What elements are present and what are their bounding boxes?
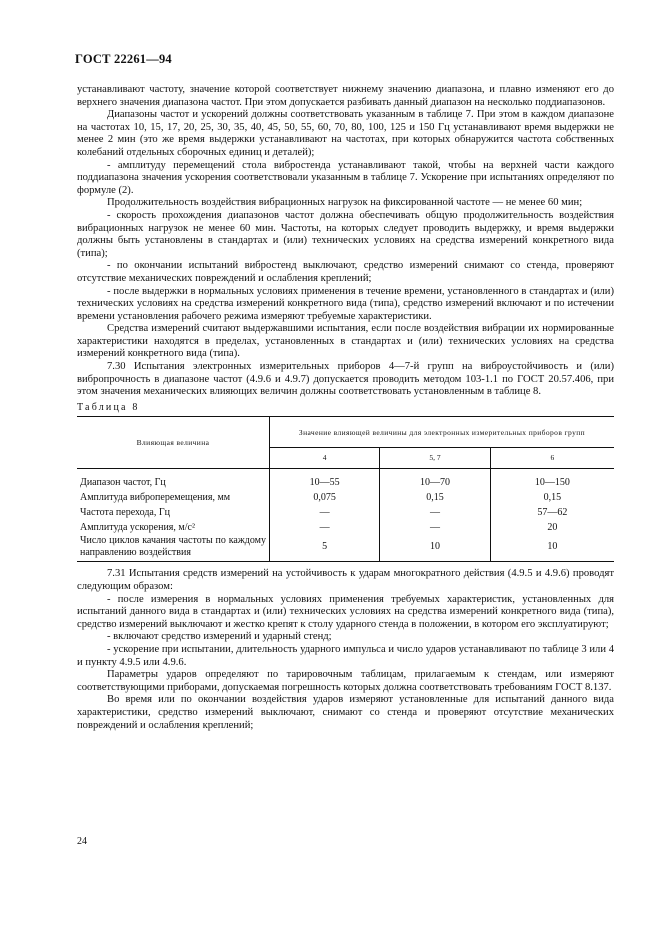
section-7-30-paragraph: 7.30 Испытания электронных измерительных приборов 4—7-й групп на виброустойчивость и (или) вибропрочность в диапазоне частот (4.9.6 и 4.9.7) допускается проводить методом 103-1.1 по ГОСТ 20.57.406, при этом значения механических влияющих величин должны соответствовать установленным в таблице 8. [77, 361, 614, 398]
table-cell: 0,15 [380, 490, 490, 505]
row-label: Диапазон частот, Гц [80, 476, 166, 488]
table-cell: 0,075 [270, 490, 380, 505]
paragraph: - амплитуду перемещений стола вибростенда устанавливают такой, чтобы на верхней части каждого поддиапазона значения ускорения соответствовали указанным в таблице 7. Ускорение при испытаниях определяют по формуле (2). [77, 159, 614, 196]
table-cell: — [380, 520, 490, 535]
column-header-group: 5, 7 [380, 448, 490, 469]
document-header: ГОСТ 22261—94 [75, 52, 172, 66]
table-cell: 10—70 [380, 469, 490, 491]
column-header-value-group: Значение влияющей величины для электронных измерительных приборов групп [270, 417, 615, 448]
paragraph: - скорость прохождения диапазонов частот должна обеспечивать общую продолжительность воздействия вибрационных нагрузок не менее 60 мин. Частоты, на которых следует проводить выдержку, и время выдержки должны быть установлены в стандартах и (или) технических условиях на средства измерений конкретного вида (типа); [77, 209, 614, 259]
row-label: Частота перехода, Гц [80, 506, 170, 518]
table-cell: 20 [490, 520, 614, 535]
paragraph: - по окончании испытаний вибростенд выключают, средство измерений снимают со стенда, проверяют отсутствие механических повреждений и ослабления креплений; [77, 260, 614, 284]
page-number: 24 [77, 836, 87, 847]
table-cell: — [380, 505, 490, 520]
table-row [77, 505, 614, 520]
table-cell: — [270, 520, 380, 535]
paragraph: - ускорение при испытании, длительность ударного импульса и число ударов устанавливают по таблице 3 или 4 и пункту 4.9.5 или 4.9.6. [77, 644, 614, 668]
table-row [77, 535, 614, 562]
column-header-group: 4 [270, 448, 380, 469]
page-content [77, 84, 614, 732]
table-row [77, 469, 614, 491]
column-header-influence: Влияющая величина [77, 417, 270, 469]
paragraph: устанавливают частоту, значение которой соответствует нижнему значению диапазона, и плавно изменяют его до верхнего значения диапазона частот. При этом допускается разбивать данный диапазон на несколько поддиапазонов. [77, 84, 614, 108]
paragraph: Во время или по окончании воздействия ударов измеряют установленные для испытаний данного вида характеристики, средство измерений выключают, снимают со стенда и проверяют отсутствие механических повреждений и ослабления креплений; [77, 694, 614, 731]
table-cell: 10—55 [270, 469, 380, 491]
row-label: Амплитуда ускорения, м/с² [80, 521, 195, 533]
table-cell: 10—150 [490, 469, 614, 491]
paragraph: - после выдержки в нормальных условиях применения в течение времени, установленного в стандартах и (или) технических условиях на средства измерений конкретного вида (типа), средство измерений включают и по истечении времени установления рабочего режима измеряют требуемые характеристики. [77, 285, 614, 322]
table-row [77, 490, 614, 505]
column-header-group: 6 [490, 448, 614, 469]
table-cell: — [270, 505, 380, 520]
table-cell: 5 [270, 535, 380, 562]
paragraph: - после измерения в нормальных условиях применения требуемых характеристик, установленных для испытаний данного вида в стандартах и (или) технических условиях на средства измерений конкретного вида (типа), средство измерений выключают и жестко крепят к столу ударного стенда в положении, в котором его эксплуатируют; [77, 593, 614, 630]
table-cell: 0,15 [490, 490, 614, 505]
table-row [77, 520, 614, 535]
row-label: Амплитуда виброперемещения, мм [80, 491, 231, 503]
table-8 [77, 416, 614, 562]
table-cell: 10 [490, 535, 614, 562]
table-caption: Таблица 8 [77, 401, 140, 413]
paragraph: Параметры ударов определяют по тарировочным таблицам, прилагаемым к стендам, или измеряют соответствующими приборами, допускаемая погрешность которых должна соответствовать требованиям ГОСТ 8.137. [77, 669, 614, 693]
section-7-31-paragraph: 7.31 Испытания средств измерений на устойчивость к ударам многократного действия (4.9.5 и 4.9.6) проводят следующим образом: [77, 568, 614, 593]
paragraph: Диапазоны частот и ускорений должны соответствовать указанным в таблице 7. При этом в каждом диапазоне на частотах 10, 15, 17, 20, 25, 30, 35, 40, 45, 50, 55, 60, 70, 80, 100, 125 и 150 Гц устанавливают время выдержки не менее 2 мин (это же время выдержки устанавливают на частотах, при которых обнаружится частота собственных колебаний отдельных сборочных единиц и деталей); [77, 109, 614, 158]
table-cell: 10 [380, 535, 490, 562]
row-label: Число циклов качания частоты по каждому направлению воздействия [80, 535, 266, 559]
paragraph: Средства измерений считают выдержавшими испытания, если после воздействия вибрации их нормированные характеристики находятся в пределах, установленных в стандартах и (или) технических условиях на средства измерений конкретного вида (типа). [77, 323, 614, 360]
paragraph: Продолжительность воздействия вибрационных нагрузок на фиксированной частоте — не менее 60 мин; [107, 197, 583, 209]
table-cell: 57—62 [490, 505, 614, 520]
paragraph: - включают средство измерений и ударный стенд; [107, 631, 332, 643]
